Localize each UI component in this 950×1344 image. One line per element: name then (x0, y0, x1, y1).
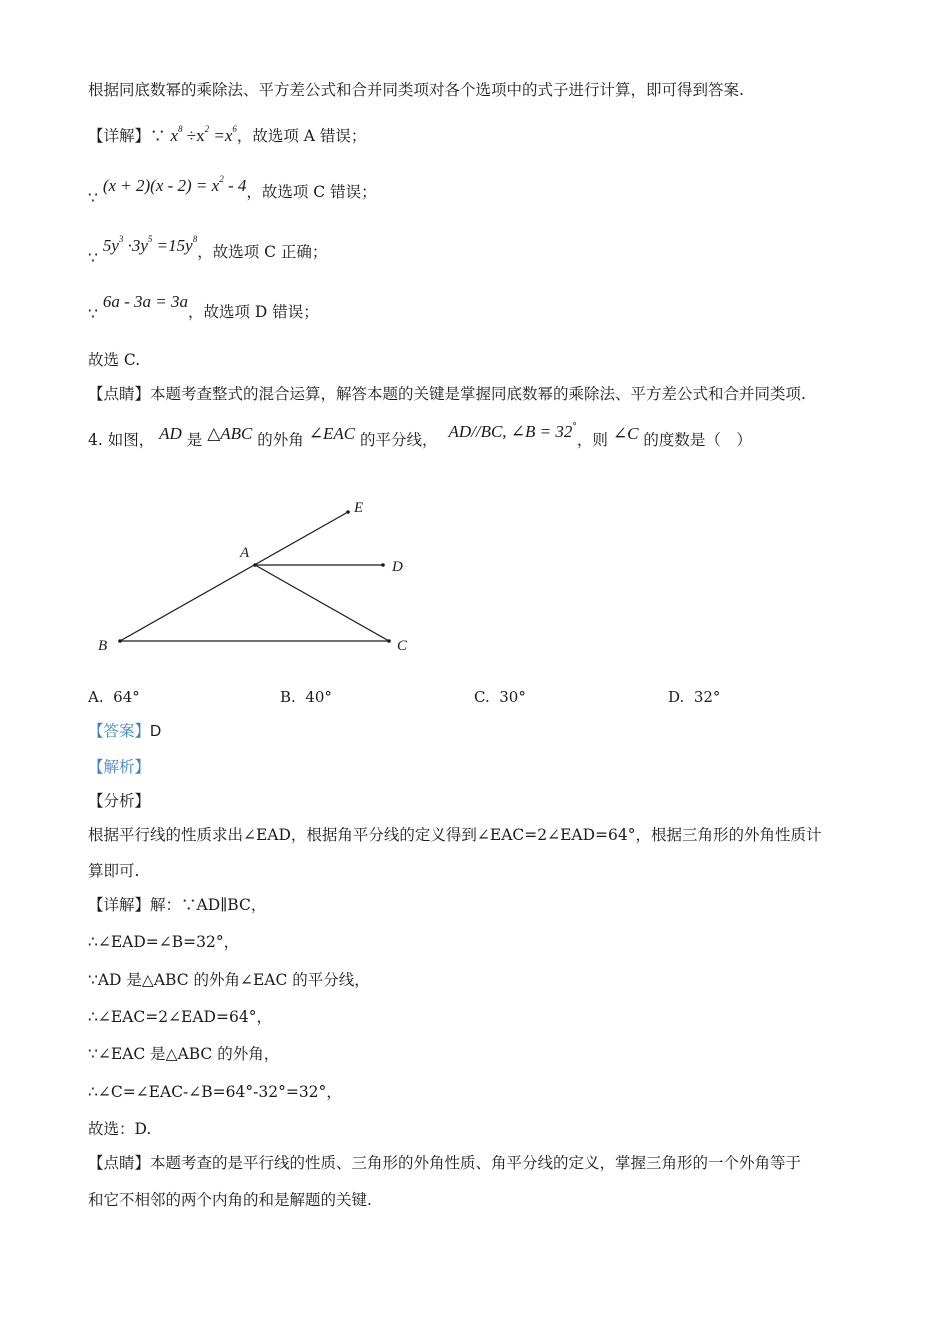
label-d: D (392, 559, 403, 575)
triangle-figure (90, 490, 420, 660)
detail-line-1: 【详解】∵ $x^8 \div x^2 =x^6$，故选项 A 错误； (88, 124, 367, 145)
step-1: 【详解】解：∵AD∥BC， (88, 896, 267, 914)
detail-line-3: ∵ $5y^3 \cdot 3y^5 =15y^8$，故选项 C 正确； (88, 234, 328, 267)
option-b: B. 40° (280, 688, 332, 706)
answer-line: 【答案】D (88, 722, 162, 740)
point-b (118, 639, 122, 643)
analysis-tag: 【解析】 (88, 758, 151, 776)
point-d (381, 563, 385, 567)
intro-text: 根据同底数幂的乘除法、平方差公式和合并同类项对各个选项中的式子进行计算，即可得到答案. (88, 81, 744, 99)
step-5: ∵∠EAC 是△ABC 的外角， (88, 1045, 280, 1063)
line-be (120, 512, 348, 641)
line-ac (255, 565, 389, 641)
point-c (387, 639, 391, 643)
label-b: B (98, 638, 108, 654)
step-3: ∵AD 是△ABC 的外角∠EAC 的平分线， (88, 971, 370, 989)
step-7: 故选：D. (88, 1120, 152, 1138)
comment-line-1: 【点睛】本题考查的是平行线的性质、三角形的外角性质、角平分线的定义，掌握三角形的一个外角等于 (88, 1154, 802, 1172)
label-c: C (397, 638, 408, 654)
detail-line-2: ∵ $(x + 2)(x - 2) = x^2 - 4$，故选项 C 错误； (88, 174, 377, 207)
label-e: E (354, 500, 364, 516)
option-d: D. 32° (668, 688, 721, 706)
fenxi-line-2: 算即可. (88, 862, 140, 880)
comment-line-2: 和它不相邻的两个内角的和是解题的关键. (88, 1191, 372, 1209)
fenxi-line-1: 根据平行线的性质求出∠EAD，根据角平分线的定义得到∠EAC=2∠EAD=64°，根据三角形的外角性质计 (88, 826, 822, 844)
step-6: ∴∠C=∠EAC-∠B=64°-32°=32°， (88, 1083, 342, 1101)
label-a: A (240, 545, 250, 561)
q3-choice: 故选 C. (88, 351, 141, 369)
option-c: C. 30° (474, 688, 526, 706)
point-a (253, 563, 257, 567)
step-2: ∴∠EAD=∠B=32°， (88, 933, 240, 951)
option-a: A. 64° (88, 688, 140, 706)
step-4: ∴∠EAC=2∠EAD=64°， (88, 1008, 272, 1026)
q4-question: 4. 如图， AD 是 △ABC 的外角 ∠EAC 的平分线， AD//BC, ∠B = 32°，则 ∠C 的度数是（ ） (88, 422, 752, 449)
q3-comment: 【点睛】本题考查整式的混合运算，解答本题的关键是掌握同底数幂的乘除法、平方差公式和合并同类项. (88, 385, 806, 403)
detail-line-4: ∵ 6a - 3a = 3a，故选项 D 错误； (88, 292, 319, 323)
fenxi-tag: 【分析】 (88, 792, 151, 810)
point-e (346, 510, 350, 514)
